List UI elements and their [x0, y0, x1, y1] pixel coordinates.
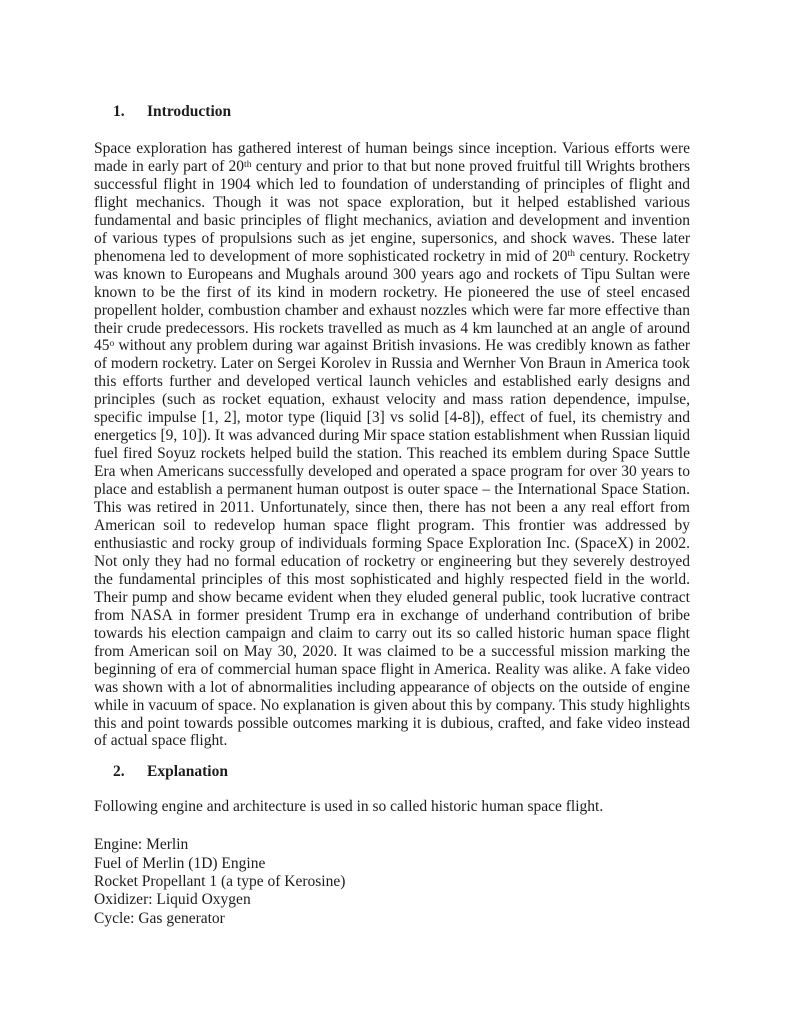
heading-label: Introduction: [147, 103, 232, 120]
section-introduction: [94, 103, 690, 750]
explanation-paragraph: Following engine and architecture is used in so called historic human space flight.: [94, 798, 604, 816]
heading-label: Explanation: [147, 763, 228, 781]
spec-line-cycle: Cycle: Gas generator: [94, 909, 225, 927]
spec-line-fuel-title: Fuel of Merlin (1D) Engine: [94, 854, 266, 872]
section-heading-introduction: [94, 103, 690, 121]
section-heading-explanation: [94, 763, 690, 781]
spec-line-oxidizer: Oxidizer: Liquid Oxygen: [94, 891, 251, 909]
engine-spec-list: [94, 836, 690, 927]
spec-line-engine: Engine: Merlin: [94, 836, 189, 854]
heading-number: 2.: [113, 763, 125, 781]
heading-number: 1.: [113, 103, 125, 120]
section-explanation: [94, 763, 690, 927]
introduction-paragraph: Space exploration has gathered interest of human beings since inception. Various efforts were made in early part of 20th century and prior to that but none proved fruitful till Wrights brothers successful flight in 1904 which led to foundation of understanding of principles of flight and flight mechanics. Though it was not space exploration, but it helped established various fundamental and basic principles of flight mechanics, aviation and development and invention of various types of propulsions such as jet engine, supersonics, and shock waves. These later phenomena led to development of more sophisticated rocketry in mid of 20th century. Rocketry was known to Europeans and Mughals around 300 years ago and rockets of Tipu Sultan were known to be the first of its kind in modern rocketry. He pioneered the use of steel encased propellent holder, combustion chamber and exhaust nozzles which were far more effective than their crude predecessors. His rockets travelled as much as 4 km launched at an angle of around 45$^o$ without any problem during war against British invasions. He was credibly known as father of modern rocketry. Later on Sergei Korolev in Russia and Wernher Von Braun in America took this efforts further and developed vertical launch vehicles and established early designs and principles (such as rocket equation, exhaust velocity and mass ration dependence, impulse, specific impulse [1, 2], motor type (liquid [3] vs solid [4-8]), effect of fuel, its chemistry and energetics [9, 10]). It was advanced during Mir space station establishment when Russian liquid fuel fired Soyuz rockets helped build the station. This reached its emblem during Space Suttle Era when Americans successfully developed and operated a space program for over 30 years to place and establish a permanent human outpost is outer space – the International Space Station. This was retired in 2011. Unfortunately, since then, there has not been a any real effort from American soil to redevelop human space flight program. This frontier was addressed by enthusiastic and rocky group of individuals forming Space Exploration Inc. (SpaceX) in 2002. Not only they had no formal education of rocketry or engineering but they severely destroyed the fundamental principles of this most sophisticated and highly respected field in the world. Their pump and show became evident when they eluded general public, took lucrative contract from NASA in former president Trump era in exchange of underhand contribution of bribe towards his election campaign and claim to carry out its so called historic human space flight from American soil on May 30, 2020. It was claimed to be a successful mission marking the beginning of era of commercial human space flight in America. Reality was alike. A fake video was shown with a lot of abnormalities including appearance of objects on the outside of engine while in vacuum of space. No explanation is given about this by company. This study highlights this and point towards possible outcomes marking it is dubious, crafted, and fake video instead of actual space flight.: [94, 140, 690, 750]
spec-line-propellant: Rocket Propellant 1 (a type of Kerosine): [94, 872, 346, 890]
